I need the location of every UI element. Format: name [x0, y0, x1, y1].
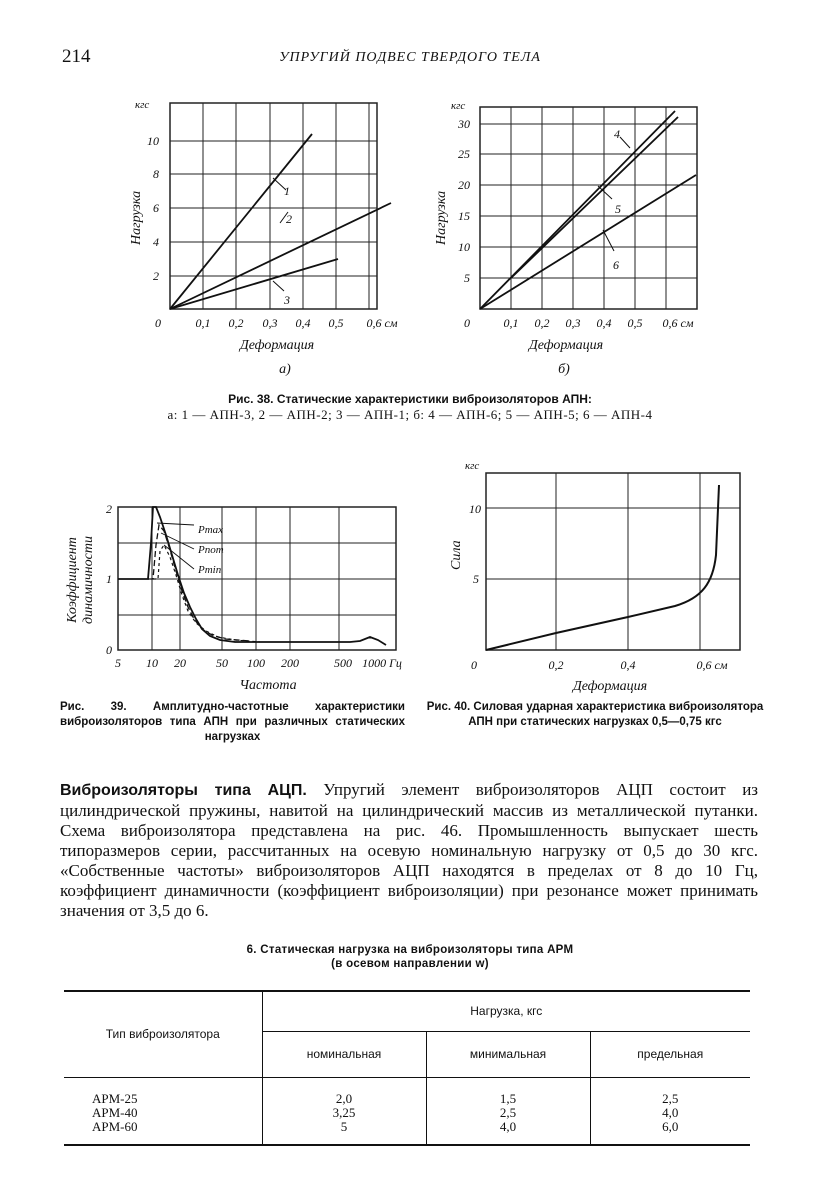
fig39-curve-pmin: [153, 545, 260, 642]
fig39-xlabel: Частота: [239, 678, 297, 693]
table-cell-nominal: 3,25: [332, 1104, 356, 1120]
col-header-limit: предельная: [590, 1031, 750, 1077]
fig39-legend-pmax: Pmax: [198, 524, 224, 536]
fig39-legend-pnom: Pnom: [198, 544, 224, 556]
fig38b-curve-label: 6: [613, 258, 619, 272]
fig40-xtick: 0,4: [620, 658, 636, 672]
table-cell-min: 1,5: [499, 1090, 517, 1106]
table-title-line2: (в осевом направлении w): [331, 958, 489, 970]
fig38a-chart: [110, 95, 420, 385]
paragraph-heading: Виброизоляторы типа АЦП.: [60, 782, 307, 799]
fig38b-xtick: 0,4: [596, 316, 612, 330]
fig38b-curve-label: 4: [614, 127, 620, 141]
fig38a-xtick: 0,4: [295, 316, 311, 330]
table-cell-limit: 6,0: [662, 1118, 679, 1134]
fig38a-xtick: 0,5: [328, 316, 344, 330]
fig38b-unit: кгс: [451, 100, 466, 112]
fig38a-curve-3: [170, 259, 338, 309]
fig39-xtick: 20: [174, 656, 186, 670]
fig39-xtick: 5: [115, 656, 121, 670]
fig38a-xtick: 0,2: [228, 316, 244, 330]
table-cell-min: 2,5: [499, 1104, 517, 1120]
fig38b-grid: [480, 107, 697, 309]
table-title-line1: 6. Статическая нагрузка на виброизоляторы типа АРМ: [246, 944, 574, 956]
fig38-caption: [60, 392, 760, 422]
table-body: [64, 1077, 750, 1145]
fig39-ytick: 0: [106, 643, 112, 657]
fig38a-curve-label: 3: [284, 293, 290, 307]
fig38b-xtick: 0,6 см: [662, 316, 694, 330]
fig38b-ytick: 5: [464, 271, 470, 285]
fig39-chart: [60, 495, 410, 695]
fig38b-xtick: 0,3: [565, 316, 581, 330]
fig38b-curve-6: [480, 175, 696, 309]
fig38a-ylabel: Нагрузка: [129, 190, 144, 245]
table-cell-type: АРМ-25: [92, 1090, 138, 1106]
fig38-caption-title: Рис. 38. Статические характеристики виброизоляторов АПН:: [228, 392, 592, 406]
fig38a-panel-label: а): [279, 362, 291, 377]
fig39-ylabel-line2: динамичности: [81, 536, 96, 624]
fig40-xtick: 0,2: [548, 658, 564, 672]
fig40-xlabel: Деформация: [572, 679, 648, 694]
fig39-xtick: 200: [281, 656, 299, 670]
fig39-xtick: 50: [216, 656, 228, 670]
fig38a-xtick: 0,6 см: [366, 316, 398, 330]
fig40-unit: кгс: [465, 460, 480, 472]
table-cell-limit: 4,0: [662, 1104, 679, 1120]
fig38b-ytick: 30: [458, 117, 470, 131]
fig39-xtick: 100: [247, 656, 265, 670]
fig38a-unit: кгс: [135, 99, 150, 111]
running-title: УПРУГИЙ ПОДВЕС ТВЕРДОГО ТЕЛА: [279, 50, 541, 65]
fig38b-ytick: 0: [464, 316, 470, 330]
fig39-xtick: 10: [146, 656, 158, 670]
fig39-xtick: 500: [334, 656, 352, 670]
fig40-curve: [486, 485, 719, 650]
fig38a-xlabel: Деформация: [239, 338, 315, 353]
table-cell-type: АРМ-40: [92, 1104, 138, 1120]
table-cell-type: АРМ-60: [92, 1118, 138, 1134]
fig40-ytick: 10: [469, 502, 481, 516]
fig38b-xtick: 0,2: [534, 316, 550, 330]
fig38a-ytick: 10: [147, 134, 159, 148]
fig40-xtick: 0,6 см: [696, 658, 728, 672]
fig38a-ytick: 0: [155, 316, 161, 330]
fig39-grid: [118, 507, 396, 650]
fig38-caption-legend: а: 1 — АПН-3, 2 — АПН-2; 3 — АПН-1; б: 4 — АПН-6; 5 — АПН-5; 6 — АПН-4: [167, 407, 653, 422]
fig40-chart: [430, 455, 760, 695]
fig38b-xtick: 0,5: [627, 316, 643, 330]
col-header-group: Нагрузка, кгс: [262, 991, 750, 1031]
fig38a-ytick: 4: [153, 235, 159, 249]
fig39-xtick: 1000 Гц: [362, 656, 402, 670]
fig39-ylabel-line1: Коэффициент: [65, 537, 80, 623]
table-cell-nominal: 5: [340, 1118, 348, 1134]
fig38a-ytick: 8: [153, 167, 159, 181]
page-number: 214: [62, 46, 91, 67]
fig38b-ytick: 10: [458, 240, 470, 254]
fig39-ytick: 2: [106, 502, 112, 516]
fig38b-ytick: 15: [458, 209, 470, 223]
fig38b-chart: [420, 95, 730, 385]
fig40-ylabel: Сила: [449, 540, 464, 570]
fig38b-xlabel: Деформация: [528, 338, 604, 353]
fig40-xtick: 0: [471, 658, 477, 672]
table-cell-nominal: 2,0: [335, 1090, 353, 1106]
paragraph-body: Упругий элемент виброизоляторов АЦП состоит из цилиндрической пружины, навитой на цилиндрический массив из металлической путанки. Схема виброизолятора представлена на рис. 46. Промышленность выпускает шесть типоразмеров серии, рассчитанных на осевую номинальную нагрузку от 0,5 до 30 кгс. «Собственные частоты» виброизоляторов АЦП находятся в пределах от 8 до 10 Гц, коэффициент динамичности (коэффициент виброизоляции) при резонансе может принимать значения от 3,5 до 6.: [60, 780, 759, 920]
col-header-nominal: номинальная: [262, 1031, 426, 1077]
fig38a-xtick: 0,1: [195, 316, 211, 330]
fig38a-ytick: 6: [153, 201, 159, 215]
table-cell-min: 4,0: [499, 1118, 517, 1134]
fig38b-curve-4: [480, 111, 675, 309]
fig40-ytick: 5: [473, 572, 479, 586]
fig39-legend-pmin: Pmin: [198, 564, 222, 576]
fig38b-ytick: 20: [458, 178, 470, 192]
fig38a-xtick: 0,3: [262, 316, 278, 330]
fig40-caption: Рис. 40. Силовая ударная характеристика виброизолятора АПН при статических нагрузках 0,5—0,75 кгс: [426, 701, 764, 728]
fig38b-curve-label: 5: [615, 202, 621, 216]
fig38b-panel-label: б): [558, 362, 570, 377]
fig38b-ylabel: Нагрузка: [434, 190, 449, 245]
table-title: [150, 943, 670, 971]
fig39-caption: Рис. 39. Амплитудно-частотные характеристики виброизоляторов типа АПН при различных статических нагрузках: [60, 701, 405, 743]
fig39-ytick: 1: [106, 572, 112, 586]
body-paragraph: [60, 780, 758, 921]
fig38b-ytick: 25: [458, 147, 470, 161]
fig38b-curve-5: [511, 117, 678, 278]
load-table: [64, 990, 750, 1146]
col-header-type: Тип виброизолятора: [64, 991, 262, 1077]
col-header-min: минимальная: [426, 1031, 590, 1077]
fig38a-curve-label: 1: [284, 184, 290, 198]
fig38b-xtick: 0,1: [503, 316, 519, 330]
fig40-grid: [486, 473, 740, 650]
table-cell-limit: 2,5: [662, 1090, 679, 1106]
fig38a-curve-label: 2: [286, 212, 292, 226]
fig38a-ytick: 2: [153, 269, 159, 283]
